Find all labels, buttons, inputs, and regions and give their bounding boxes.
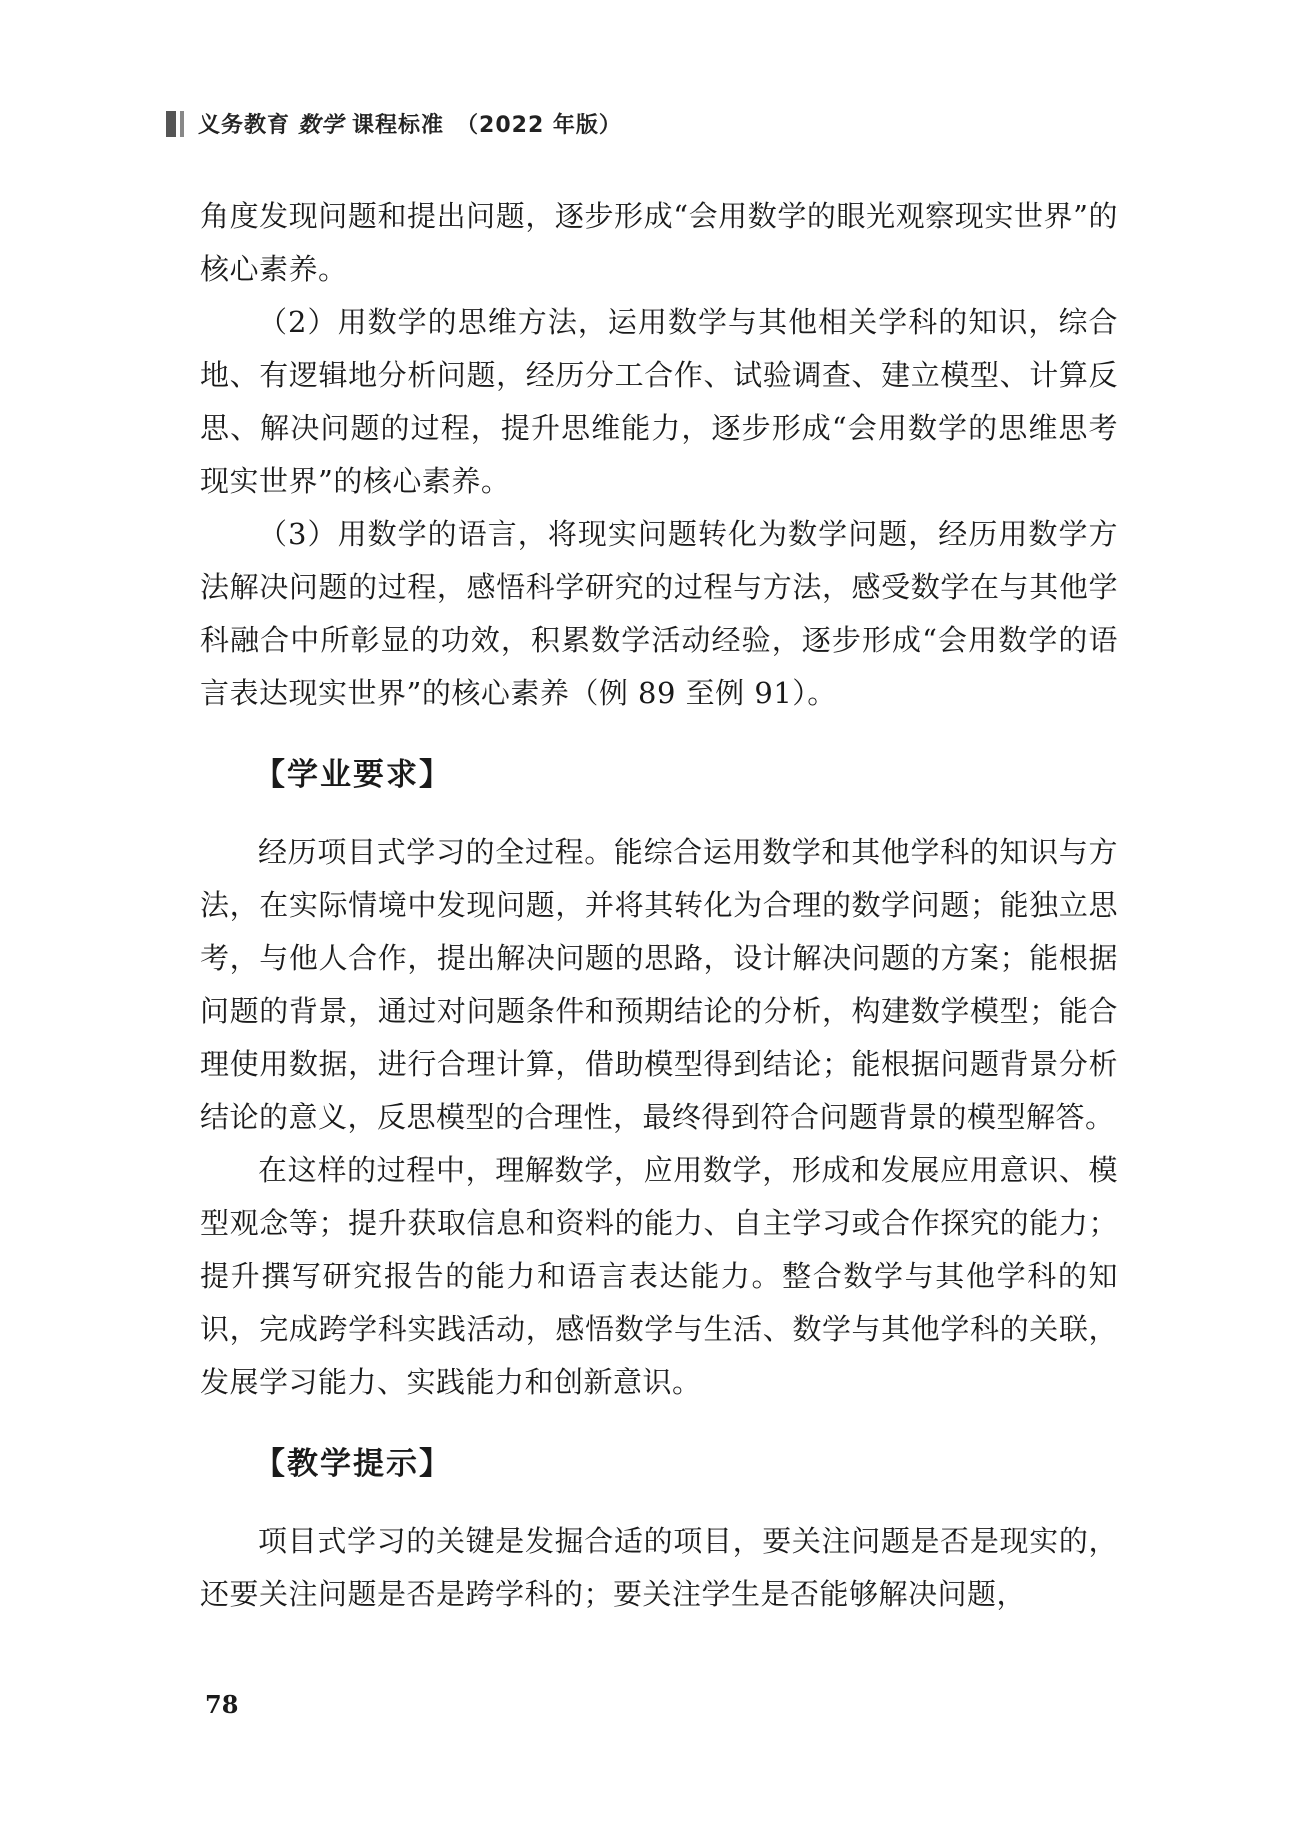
section-heading-teaching-tips: 【教学提示】 <box>254 1446 452 1482</box>
header-title-prefix: 义务教育 <box>198 113 291 138</box>
paragraph-requirements-2: 在这样的过程中，理解数学，应用数学，形成和发展应用意识、模型观念等；提升获取信息和资料的能力、自主学习或合作探究的能力；提升撰写研究报告的能力和语言表达能力。整合数学与其他学科的知识，完成跨学科实践活动，感悟数学与生活、数学与其他学科的关联，发展学习能力、实践能力和创新意识。 <box>200 1153 1118 1399</box>
header-bar-thick <box>166 111 176 137</box>
header-bar-thin <box>180 111 184 137</box>
section-heading-academic-requirements: 【学业要求】 <box>254 757 452 793</box>
running-header <box>166 108 622 139</box>
paragraph-requirements-1: 经历项目式学习的全过程。能综合运用数学和其他学科的知识与方法，在实际情境中发现问题，并将其转化为合理的数学问题；能独立思考，与他人合作，提出解决问题的思路，设计解决问题的方案；能根据问题的背景，通过对问题条件和预期结论的分析，构建数学模型；能合理使用数据，进行合理计算，借助模型得到结论；能根据问题背景分析结论的意义，反思模型的合理性，最终得到符合问题背景的模型解答。 <box>200 835 1118 1134</box>
header-edition: （2022 年版） <box>456 113 622 138</box>
header-bar-ornament <box>166 111 184 137</box>
paragraph-teaching-tips: 项目式学习的关键是发掘合适的项目，要关注问题是否是现实的，还要关注问题是否是跨学科的；要关注学生是否能够解决问题， <box>200 1524 1118 1611</box>
paragraph-continued: 角度发现问题和提出问题，逐步形成“会用数学的眼光观察现实世界”的核心素养。 <box>200 199 1118 286</box>
paragraph-item-2: （2）用数学的思维方法，运用数学与其他相关学科的知识，综合地、有逻辑地分析问题，经历分工合作、试验调查、建立模型、计算反思、解决问题的过程，提升思维能力，逐步形成“会用数学的思维思考现实世界”的核心素养。 <box>200 305 1118 498</box>
header-title-suffix: 课程标准 <box>352 113 445 138</box>
page-number: 78 <box>205 1690 239 1719</box>
paragraph-item-3: （3）用数学的语言，将现实问题转化为数学问题，经历用数学方法解决问题的过程，感悟科学研究的过程与方法，感受数学在与其他学科融合中所彰显的功效，积累数学活动经验，逐步形成“会用数学的语言表达现实世界”的核心素养（例 89 至例 91）。 <box>200 517 1118 710</box>
header-title-subject: 数学 <box>298 113 345 138</box>
body-text <box>200 190 1118 1621</box>
